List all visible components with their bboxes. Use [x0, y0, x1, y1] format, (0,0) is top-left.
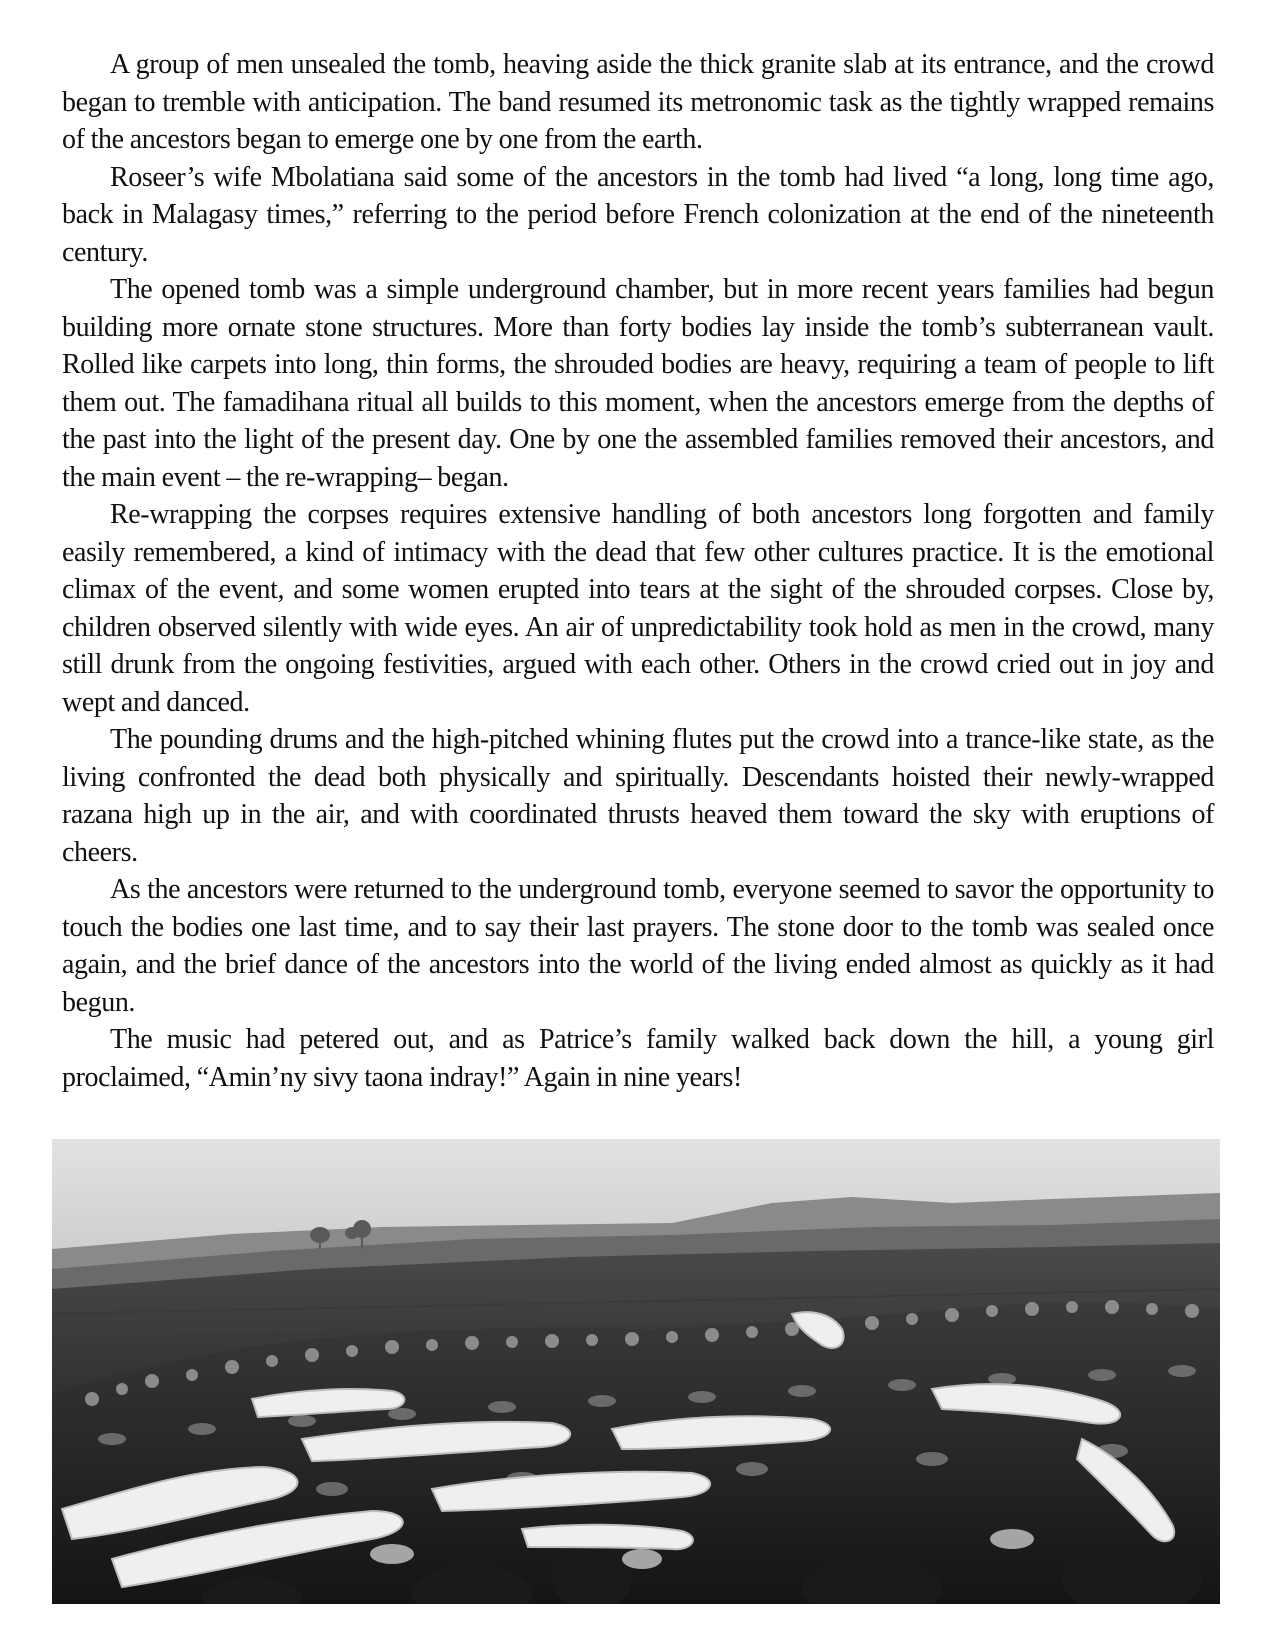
paragraph: Re-wrapping the corpses requires extensive handling of both ancestors long forgotten and family easily remembered, a kind of intimacy with the dead that few other cultures practice. It is the emotional climax of the event, and some women erupted into tears at the sight of the shrouded corpses. Close by, children observed silently with wide eyes. An air of unpredictability took hold as men in the crowd, many still drunk from the ongoing festivities, argued with each other. Others in the crowd cried out in joy and wept and danced. [62, 499, 1214, 718]
paragraph: The pounding drums and the high-pitched whining flutes put the crowd into a trance-like state, as the living confronted the dead both physically and spiritually. Descendants hoisted their newly-wrapped razana high up in the air, and with coordinated thrusts heaved them toward the sky with eruptions of cheers. [62, 724, 1214, 868]
article-body [62, 46, 1214, 1096]
ceremony-photo [52, 1139, 1220, 1604]
paragraph: A group of men unsealed the tomb, heaving aside the thick granite slab at its entrance, and the crowd began to tremble with anticipation. The band resumed its metronomic task as the tightly wrapped remains of the ancestors began to emerge one by one from the earth. [62, 49, 1214, 155]
paragraph: Roseer’s wife Mbolatiana said some of the ancestors in the tomb had lived “a long, long time ago, back in Malagasy times,” referring to the period before French colonization at the end of the nineteenth century. [62, 161, 1214, 268]
ceremony-photo-image [52, 1139, 1220, 1604]
paragraph: As the ancestors were returned to the underground tomb, everyone seemed to savor the opportunity to touch the bodies one last time, and to say their last prayers. The stone door to the tomb was sealed once again, and the brief dance of the ancestors into the world of the living ended almost as quickly as it had begun. [62, 874, 1214, 1018]
paragraph: The opened tomb was a simple underground chamber, but in more recent years families had begun building more ornate stone structures. More than forty bodies lay inside the tomb’s subterranean vault. Rolled like carpets into long, thin forms, the shrouded bodies are heavy, requiring a team of people to lift them out. The famadihana ritual all builds to this moment, when the ancestors emerge from the depths of the past into the light of the present day. One by one the assembled families removed their ancestors, and the main event – the re-wrapping– began. [62, 274, 1214, 493]
paragraph: The music had petered out, and as Patrice’s family walked back down the hill, a young girl proclaimed, “Amin’ny sivy taona indray!” Again in nine years! [62, 1024, 1214, 1093]
